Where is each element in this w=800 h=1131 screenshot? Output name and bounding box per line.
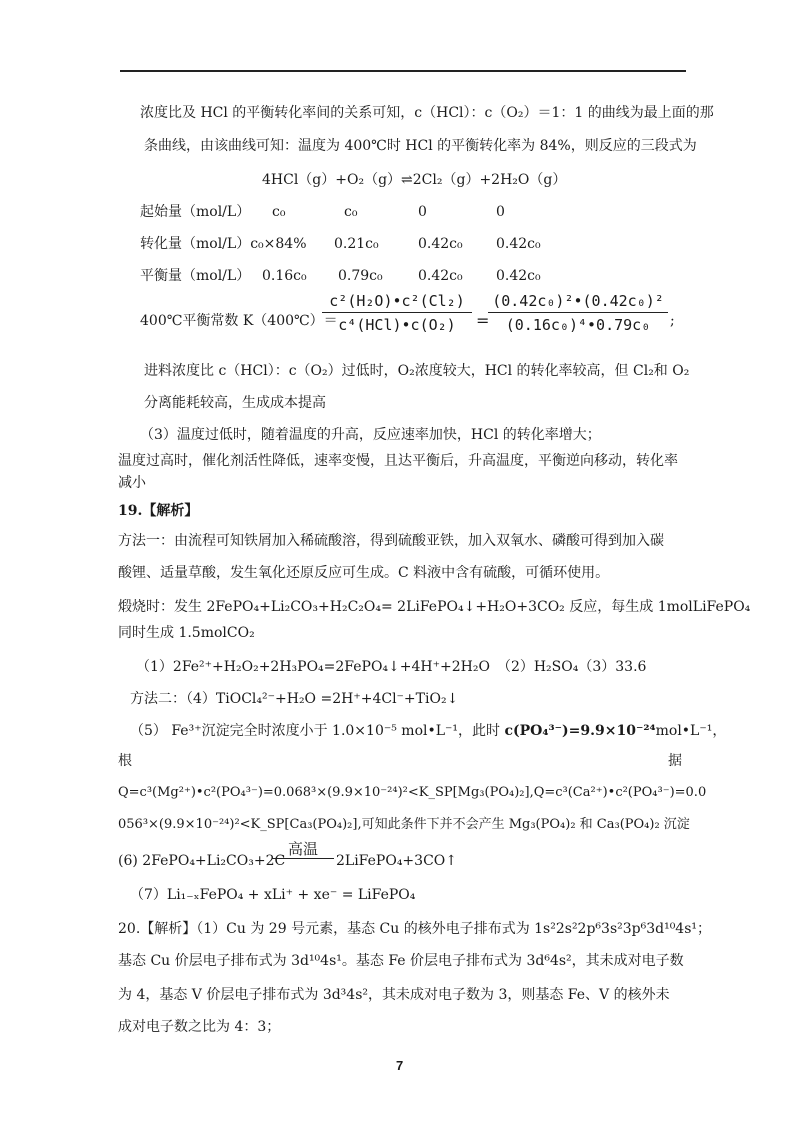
- paragraph-line: （7）Li₁₋ₓFePO₄ + xLi⁺ + xe⁻ = LiFePO₄: [130, 887, 416, 903]
- paragraph-line: 减小: [118, 475, 146, 491]
- paragraph-line: 酸锂、适量草酸，发生氧化还原反应可生成。C 料液中含有硫酸，可循环使用。: [118, 565, 610, 581]
- table-cell: 0: [418, 204, 427, 220]
- table-cell: c₀: [344, 204, 358, 220]
- line-text: （5） Fe³⁺沉淀完全时浓度小于 1.0×10⁻⁵ mol•L⁻¹，此时: [130, 723, 505, 739]
- table-cell: c₀: [272, 204, 286, 220]
- justified-char: 据: [668, 753, 682, 769]
- justified-char: 根: [118, 753, 132, 769]
- table-cell: 0: [496, 204, 505, 220]
- table-cell: 0.79c₀: [338, 268, 383, 284]
- reaction-left: (6) 2FePO₄+Li₂CO₃+2C: [118, 853, 286, 869]
- k-numerator: (0.42c₀)²•(0.42c₀)²: [488, 292, 668, 313]
- question-19-heading: 19.【解析】: [118, 503, 199, 519]
- paragraph-line: 分离能耗较高，生成成本提高: [144, 395, 326, 411]
- page-number: 7: [396, 1058, 404, 1073]
- table-cell: 0.16c₀: [262, 268, 307, 284]
- table-cell: 0.42c₀: [496, 236, 541, 252]
- line-text: mol•L⁻¹，: [655, 723, 727, 739]
- paragraph-line: 基态 Cu 价层电子排布式为 3d¹⁰4s¹。基态 Fe 价层电子排布式为 3d⁶4s²，其未成对电子数: [118, 953, 684, 969]
- reaction-equation: 4HCl（g）+O₂（g）⇌2Cl₂（g）+2H₂O（g）: [262, 172, 567, 188]
- condition-label: 高温: [287, 840, 318, 858]
- table-row-label: 起始量（mol/L）: [140, 204, 251, 220]
- k-label: 400℃平衡常数 K（400℃）＝: [140, 313, 338, 329]
- k-equals: =: [476, 311, 490, 330]
- table-cell: 0.21c₀: [334, 236, 379, 252]
- k-denominator: (0.16c₀)⁴•0.79c₀: [505, 316, 651, 334]
- paragraph-line: 方法二：（4）TiOCl₄²⁻+H₂O =2H⁺+4Cl⁻+TiO₂↓: [130, 691, 459, 707]
- k-fraction-symbolic: [322, 292, 472, 334]
- k-semicolon: ;: [670, 313, 675, 329]
- table-row-label: 转化量（mol/L）c₀×84%: [140, 236, 307, 252]
- table-cell: 0.42c₀: [496, 268, 541, 284]
- paragraph-line: （3）温度过低时，随着温度的升高，反应速率加快，HCl 的转化率增大；: [140, 427, 601, 443]
- reaction-right: 2LiFePO₄+3CO↑: [336, 853, 457, 869]
- paragraph-line: 条曲线，由该曲线可知：温度为 400℃时 HCl 的平衡转化率为 84%，则反应的三段式为: [144, 138, 697, 154]
- paragraph-line: 煅烧时：发生 2FePO₄+Li₂CO₃+H₂C₂O₄= 2LiFePO₄↓+H₂O+3CO₂ 反应，每生成 1molLiFePO₄: [118, 599, 751, 615]
- paragraph-line: 温度过高时，催化剂活性降低，速率变慢，且达平衡后，升高温度，平衡逆向移动，转化率: [118, 453, 678, 469]
- table-cell: 0.42c₀: [418, 236, 463, 252]
- paragraph-line: 成对电子数之比为 4：3；: [118, 1019, 281, 1035]
- paragraph-line: （1）2Fe²⁺+H₂O₂+2H₃PO₄=2FePO₄↓+4H⁺+2H₂O （2）H₂SO₄（3）33.6: [136, 659, 647, 675]
- header-rule: [120, 70, 686, 72]
- line-text-bold: c(PO₄³⁻)=9.9×10⁻²⁴: [504, 723, 656, 739]
- paragraph-line: 同时生成 1.5molCO₂: [118, 625, 255, 641]
- paragraph-line: 进料浓度比 c（HCl）：c（O₂）过低时，O₂浓度较大，HCl 的转化率较高，但 Cl₂和 O₂: [144, 363, 690, 379]
- k-fraction-numeric: [488, 292, 668, 334]
- paragraph-line: [130, 722, 726, 740]
- reaction-arrow-bar: [272, 858, 334, 859]
- paragraph-line: 056³×(9.9×10⁻²⁴)²<K_SP[Ca₃(PO₄)₂],可知此条件下并不会产生 Mg₃(PO₄)₂ 和 Ca₃(PO₄)₂ 沉淀: [118, 817, 690, 832]
- paragraph-line: 为 4，基态 V 价层电子排布式为 3d³4s²，其未成对电子数为 3，则基态 Fe、V 的核外未: [118, 987, 670, 1003]
- paragraph-line: 浓度比及 HCl 的平衡转化率间的关系可知，c（HCl）：c（O₂）＝1：1 的曲线为最上面的那: [140, 105, 714, 121]
- table-cell: 0.42c₀: [418, 268, 463, 284]
- k-numerator: c²(H₂O)•c²(Cl₂): [322, 292, 472, 313]
- table-row-label: 平衡量（mol/L）: [140, 268, 251, 284]
- k-denominator: c⁴(HCl)•c(O₂): [338, 316, 456, 334]
- paragraph-line: 20.【解析】（1）Cu 为 29 号元素，基态 Cu 的核外电子排布式为 1s²2s²2p⁶3s²3p⁶3d¹⁰4s¹；: [118, 921, 712, 937]
- paragraph-line: Q=c³(Mg²⁺)•c²(PO₄³⁻)=0.068³×(9.9×10⁻²⁴)²<K_SP[Mg₃(PO₄)₂],Q=c³(Ca²⁺)•c²(PO₄³⁻)=0.0: [118, 785, 707, 800]
- paragraph-line: 方法一：由流程可知铁屑加入稀硫酸溶，得到硫酸亚铁，加入双氧水、磷酸可得到加入碳: [118, 533, 664, 549]
